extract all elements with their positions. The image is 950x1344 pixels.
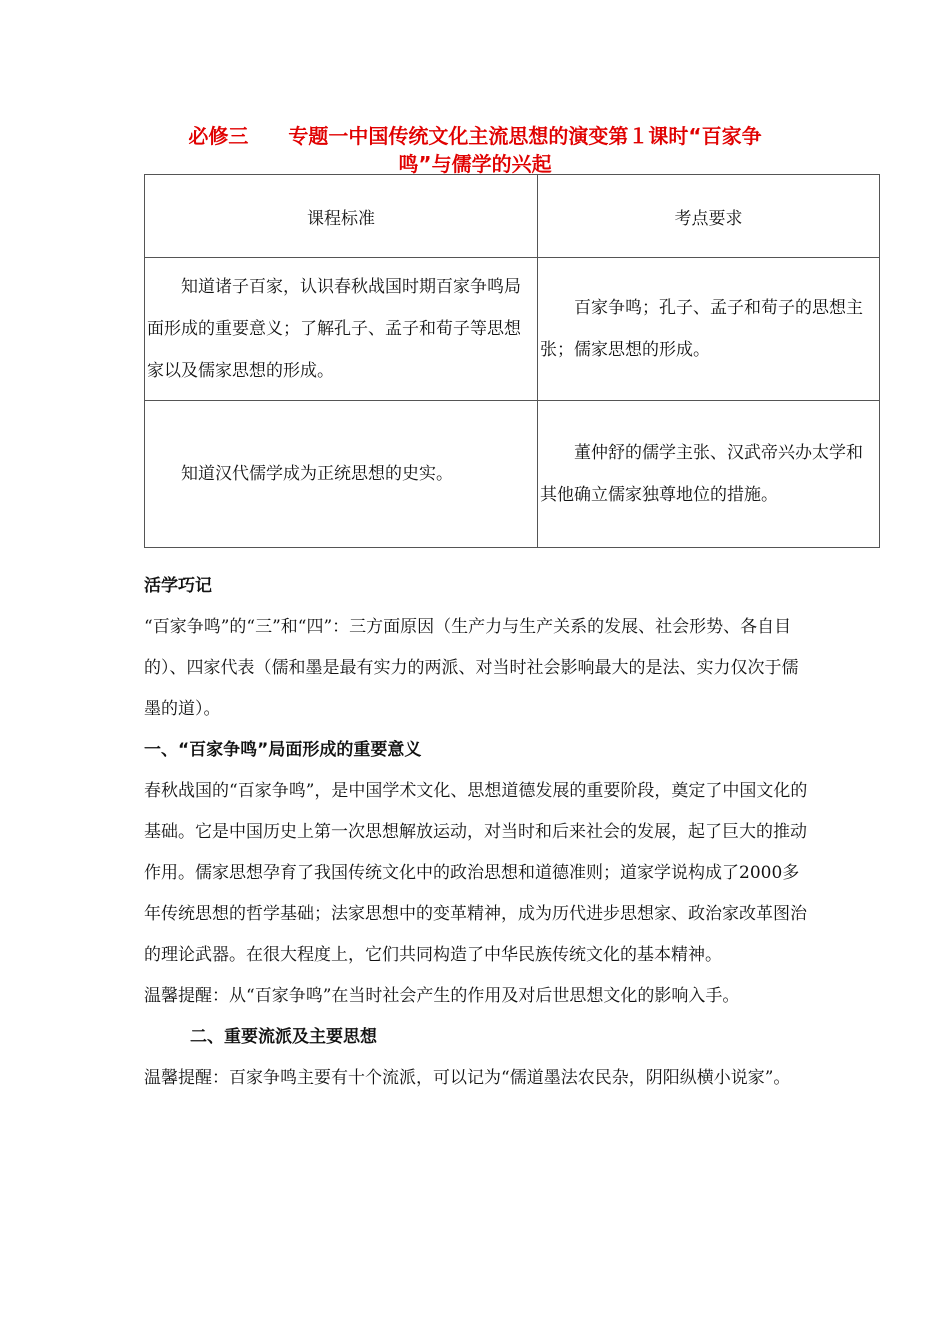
document-body <box>144 566 808 1099</box>
table-cell: 知道汉代儒学成为正统思想的史实。 <box>145 401 538 548</box>
paragraph-huoxue: “百家争鸣”的“三”和“四”：三方面原因（生产力与生产关系的发展、社会形势、各自目的）、四家代表（儒和墨是最有实力的两派、对当时社会影响最大的是法、实力仅次于儒墨的道）。 <box>144 617 799 719</box>
document-title <box>144 122 806 178</box>
document-title-line2: 鸣”与儒学的兴起 <box>398 152 552 176</box>
document-title-line1: 必修三 专题一中国传统文化主流思想的演变第１课时“百家争 <box>188 124 762 148</box>
tip-section-1: 温馨提醒：从“百家争鸣”在当时社会产生的作用及对后世思想文化的影响入手。 <box>144 986 740 1006</box>
paragraph-section-1: 春秋战国的“百家争鸣”，是中国学术文化、思想道德发展的重要阶段，奠定了中国文化的基础。它是中国历史上第一次思想解放运动，对当时和后来社会的发展，起了巨大的推动作用。儒家思想孕育了我国传统文化中的政治思想和道德准则；道家学说构成了2000多年传统思想的哲学基础；法家思想中的变革精神，成为历代进步思想家、政治家改革图治的理论武器。在很大程度上，它们共同构造了中华民族传统文化的基本精神。 <box>144 781 808 965</box>
table-header-cell: 考点要求 <box>538 175 880 258</box>
table-header-row <box>145 175 880 258</box>
section-heading-2: 二、重要流派及主要思想 <box>190 1027 377 1047</box>
table-cell: 知道诸子百家，认识春秋战国时期百家争鸣局面形成的重要意义；了解孔子、孟子和荀子等思想家以及儒家思想的形成。 <box>145 258 538 401</box>
table-cell: 百家争鸣；孔子、孟子和荀子的思想主张；儒家思想的形成。 <box>538 258 880 401</box>
standards-table <box>144 174 880 548</box>
section-heading-1: 一、“百家争鸣”局面形成的重要意义 <box>144 740 422 760</box>
section-heading-huoxue: 活学巧记 <box>144 576 212 596</box>
tip-section-2: 温馨提醒：百家争鸣主要有十个流派，可以记为“儒道墨法农民杂，阴阳纵横小说家”。 <box>144 1068 791 1088</box>
table-cell: 董仲舒的儒学主张、汉武帝兴办太学和其他确立儒家独尊地位的措施。 <box>538 401 880 548</box>
table-row <box>145 258 880 401</box>
table-row <box>145 401 880 548</box>
table-header-cell: 课程标准 <box>145 175 538 258</box>
